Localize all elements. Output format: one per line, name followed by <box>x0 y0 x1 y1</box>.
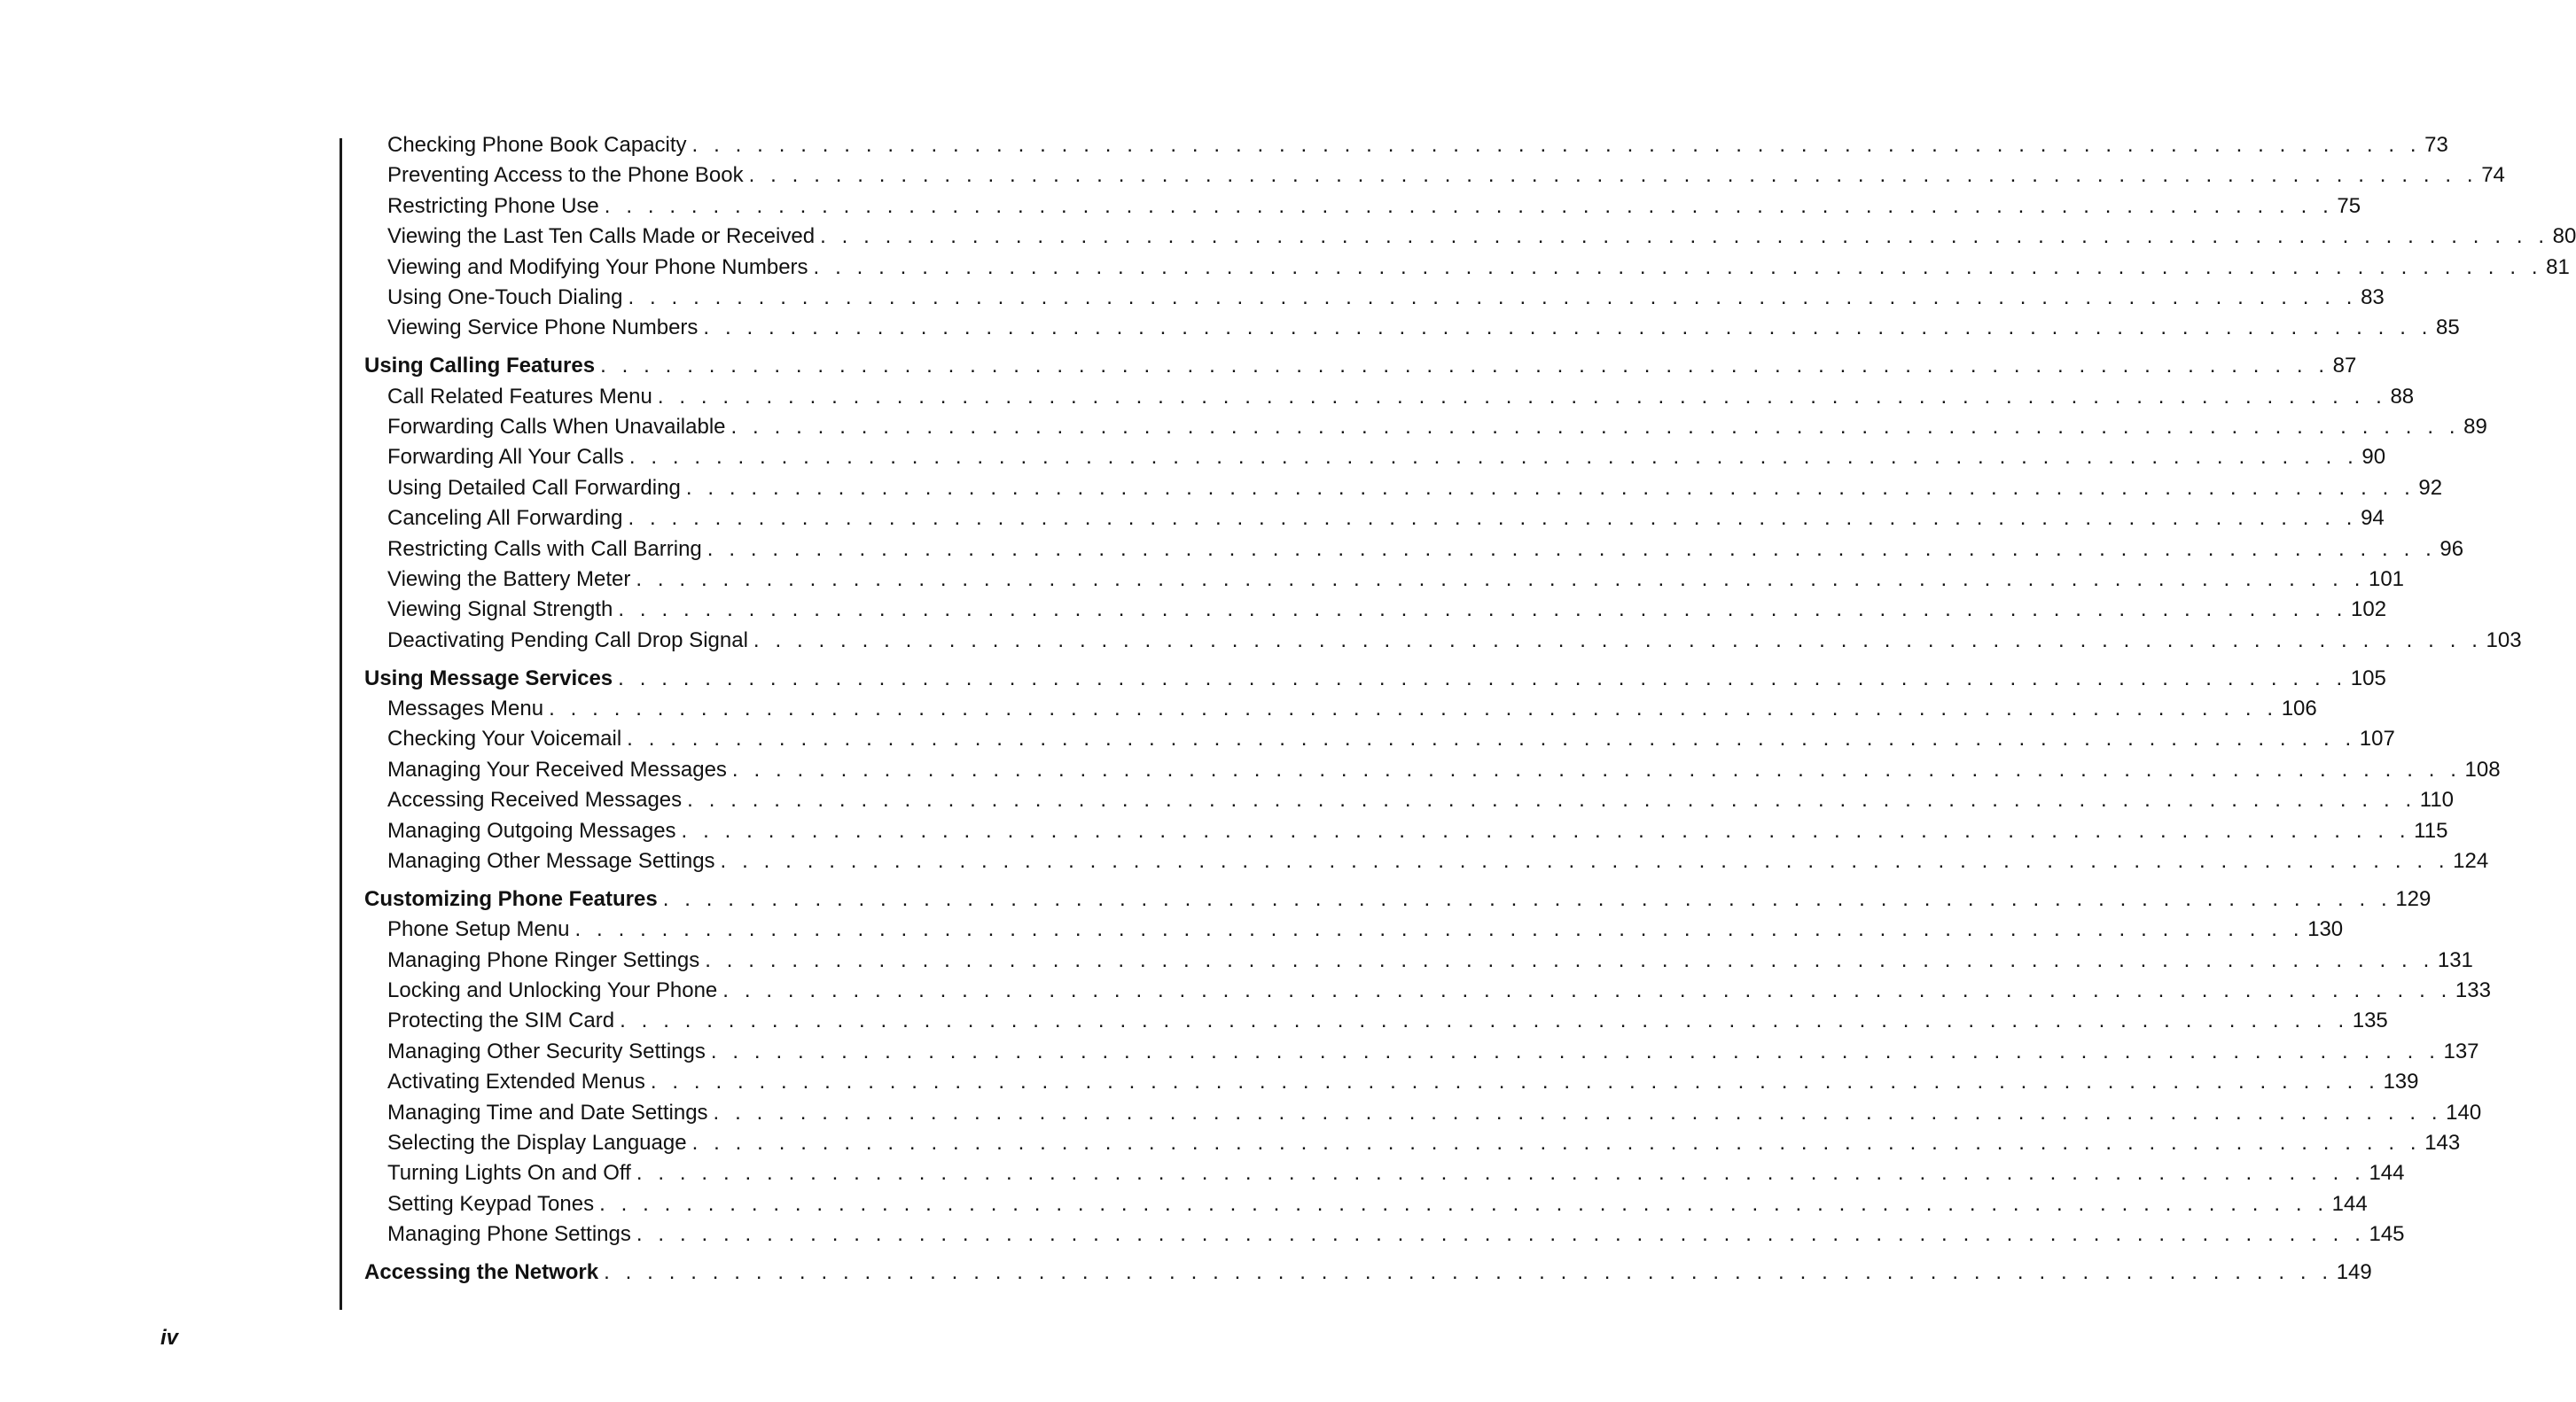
toc-page-number: 106 <box>2281 697 2317 721</box>
toc-page-number: 96 <box>2439 536 2464 561</box>
toc-entry-title: Turning Lights On and Off <box>387 1161 631 1186</box>
toc-page-number: 140 <box>2446 1100 2482 1125</box>
dot-leader: . . . . . . . . . . . . . . . . . . . . . . . . . . . . . . . . . . . . . . . . . . . . . . . . . . . . . . . . . . . . . . . . . . . . . . . . . . . . . . . . <box>604 1260 2333 1285</box>
toc-page-number: 131 <box>2437 947 2473 972</box>
toc-entry-title: Using One-Touch Dialing <box>387 284 623 309</box>
toc-page-number: 89 <box>2463 415 2487 440</box>
toc-page-number: 75 <box>2337 193 2361 218</box>
toc-page-number: 143 <box>2424 1131 2461 1155</box>
dot-leader: . . . . . . . . . . . . . . . . . . . . . . . . . . . . . . . . . . . . . . . . . . . . . . . . . . . . . . . . . . . . . . . . . . . . . . . . . . . . . . . . <box>820 224 2549 249</box>
toc-entry[interactable] <box>364 1037 2479 1067</box>
toc-entry[interactable] <box>364 1189 2368 1219</box>
toc-page-number: 139 <box>2383 1070 2419 1094</box>
table-of-contents <box>364 130 2576 1288</box>
dot-leader: . . . . . . . . . . . . . . . . . . . . . . . . . . . . . . . . . . . . . . . . . . . . . . . . . . . . . . . . . . . . . . . . . . . . . . . . . . . . . . . . <box>730 415 2461 440</box>
dot-leader: . . . . . . . . . . . . . . . . . . . . . . . . . . . . . . . . . . . . . . . . . . . . . . . . . . . . . . . . . . . . . . . . . . . . . . . . . . . . . . . . <box>691 133 2422 157</box>
toc-entry-title: Managing Phone Settings <box>387 1222 631 1247</box>
dot-leader: . . . . . . . . . . . . . . . . . . . . . . . . . . . . . . . . . . . . . . . . . . . . . . . . . . . . . . . . . . . . . . . . . . . . . . . . . . . . . . . . <box>706 536 2437 561</box>
toc-entry[interactable] <box>364 1219 2405 1250</box>
toc-entry-title: Using Message Services <box>364 666 613 690</box>
toc-entry-title: Managing Other Message Settings <box>387 848 715 873</box>
toc-page-number: 90 <box>2361 445 2386 470</box>
toc-entry[interactable] <box>364 473 2443 503</box>
toc-page-number: 101 <box>2368 566 2405 591</box>
toc-entry[interactable] <box>364 222 2576 252</box>
toc-page-number: 88 <box>2390 384 2415 409</box>
toc-entry-title: Using Detailed Call Forwarding <box>387 475 681 500</box>
dot-leader: . . . . . . . . . . . . . . . . . . . . . . . . . . . . . . . . . . . . . . . . . . . . . . . . . . . . . . . . . . . . . . . . . . . . . . . . . . . . . . . . <box>574 917 2305 942</box>
toc-page-number: 137 <box>2443 1039 2479 1063</box>
toc-page-number: 135 <box>2352 1009 2388 1033</box>
toc-entry[interactable] <box>364 160 2505 191</box>
toc-page-number: 108 <box>2464 757 2501 782</box>
toc-entry[interactable] <box>364 313 2460 343</box>
dot-leader: . . . . . . . . . . . . . . . . . . . . . . . . . . . . . . . . . . . . . . . . . . . . . . . . . . . . . . . . . . . . . . . . . . . . . . . . . . . . . . . . <box>636 566 2365 591</box>
dot-leader: . . . . . . . . . . . . . . . . . . . . . . . . . . . . . . . . . . . . . . . . . . . . . . . . . . . . . . . . . . . . . . . . . . . . . . . . . . . . . . . . <box>549 697 2278 721</box>
toc-entry[interactable] <box>364 283 2385 313</box>
dot-leader: . . . . . . . . . . . . . . . . . . . . . . . . . . . . . . . . . . . . . . . . . . . . . . . . . . . . . . . . . . . . . . . . . . . . . . . . . . . . . . . . <box>662 886 2393 911</box>
toc-entry[interactable] <box>364 1098 2482 1128</box>
toc-page-number: 103 <box>2486 627 2522 652</box>
toc-page-number: 94 <box>2361 506 2385 531</box>
toc-entry-title: Restricting Phone Use <box>387 193 599 218</box>
toc-entry-title: Activating Extended Menus <box>387 1070 645 1094</box>
toc-entry-title: Accessing the Network <box>364 1260 599 1285</box>
dot-leader: . . . . . . . . . . . . . . . . . . . . . . . . . . . . . . . . . . . . . . . . . . . . . . . . . . . . . . . . . . . . . . . . . . . . . . . . . . . . . . . . <box>650 1070 2380 1094</box>
toc-page-number: 102 <box>2351 597 2387 622</box>
dot-leader: . . . . . . . . . . . . . . . . . . . . . . . . . . . . . . . . . . . . . . . . . . . . . . . . . . . . . . . . . . . . . . . . . . . . . . . . . . . . . . . . <box>731 757 2462 782</box>
toc-entry-title: Locking and Unlocking Your Phone <box>387 978 718 1003</box>
toc-section-heading[interactable] <box>364 1258 2372 1288</box>
dot-leader: . . . . . . . . . . . . . . . . . . . . . . . . . . . . . . . . . . . . . . . . . . . . . . . . . . . . . . . . . . . . . . . . . . . . . . . . . . . . . . . . <box>722 978 2452 1003</box>
dot-leader: . . . . . . . . . . . . . . . . . . . . . . . . . . . . . . . . . . . . . . . . . . . . . . . . . . . . . . . . . . . . . . . . . . . . . . . . . . . . . . . . <box>657 384 2387 409</box>
dot-leader: . . . . . . . . . . . . . . . . . . . . . . . . . . . . . . . . . . . . . . . . . . . . . . . . . . . . . . . . . . . . . . . . . . . . . . . . . . . . . . . . <box>628 506 2358 531</box>
toc-entry-title: Selecting the Display Language <box>387 1131 687 1155</box>
dot-leader: . . . . . . . . . . . . . . . . . . . . . . . . . . . . . . . . . . . . . . . . . . . . . . . . . . . . . . . . . . . . . . . . . . . . . . . . . . . . . . . . <box>691 1131 2422 1155</box>
dot-leader: . . . . . . . . . . . . . . . . . . . . . . . . . . . . . . . . . . . . . . . . . . . . . . . . . . . . . . . . . . . . . . . . . . . . . . . . . . . . . . . . <box>705 947 2434 972</box>
dot-leader: . . . . . . . . . . . . . . . . . . . . . . . . . . . . . . . . . . . . . . . . . . . . . . . . . . . . . . . . . . . . . . . . . . . . . . . . . . . . . . . . <box>710 1039 2440 1063</box>
toc-entry[interactable] <box>364 846 2489 876</box>
toc-page-number: 74 <box>2481 163 2505 188</box>
toc-entry-title: Checking Your Voicemail <box>387 727 622 752</box>
toc-section-heading[interactable] <box>364 351 2357 381</box>
toc-page-number: 115 <box>2414 818 2448 843</box>
toc-entry[interactable] <box>364 565 2405 595</box>
toc-entry[interactable] <box>364 1158 2405 1188</box>
toc-entry[interactable] <box>364 1006 2388 1036</box>
toc-entry-title: Checking Phone Book Capacity <box>387 133 687 157</box>
toc-entry[interactable] <box>364 442 2386 472</box>
margin-rule <box>340 138 342 1310</box>
toc-entry[interactable] <box>364 503 2385 534</box>
toc-entry[interactable] <box>364 191 2361 222</box>
toc-entry-title: Restricting Calls with Call Barring <box>387 536 702 561</box>
toc-entry-title: Managing Other Security Settings <box>387 1039 706 1063</box>
dot-leader: . . . . . . . . . . . . . . . . . . . . . . . . . . . . . . . . . . . . . . . . . . . . . . . . . . . . . . . . . . . . . . . . . . . . . . . . . . . . . . . . <box>628 445 2359 470</box>
dot-leader: . . . . . . . . . . . . . . . . . . . . . . . . . . . . . . . . . . . . . . . . . . . . . . . . . . . . . . . . . . . . . . . . . . . . . . . . . . . . . . . . <box>685 475 2416 500</box>
dot-leader: . . . . . . . . . . . . . . . . . . . . . . . . . . . . . . . . . . . . . . . . . . . . . . . . . . . . . . . . . . . . . . . . . . . . . . . . . . . . . . . . <box>618 666 2347 690</box>
dot-leader: . . . . . . . . . . . . . . . . . . . . . . . . . . . . . . . . . . . . . . . . . . . . . . . . . . . . . . . . . . . . . . . . . . . . . . . . . . . . . . . . <box>627 727 2356 752</box>
toc-page-number: 85 <box>2436 315 2460 340</box>
toc-entry[interactable] <box>364 755 2501 785</box>
toc-entry-title: Phone Setup Menu <box>387 917 570 942</box>
toc-entry[interactable] <box>364 946 2473 976</box>
toc-entry[interactable] <box>364 915 2344 945</box>
toc-entry[interactable] <box>364 816 2448 846</box>
dot-leader: . . . . . . . . . . . . . . . . . . . . . . . . . . . . . . . . . . . . . . . . . . . . . . . . . . . . . . . . . . . . . . . . . . . . . . . . . . . . . . . . <box>636 1222 2366 1247</box>
toc-page-number: 105 <box>2350 666 2386 690</box>
toc-page-number: 130 <box>2307 917 2344 942</box>
toc-entry[interactable] <box>364 976 2491 1006</box>
dot-leader: . . . . . . . . . . . . . . . . . . . . . . . . . . . . . . . . . . . . . . . . . . . . . . . . . . . . . . . . . . . . . . . . . . . . . . . . . . . . . . . . <box>813 254 2543 279</box>
toc-entry-title: Managing Phone Ringer Settings <box>387 947 700 972</box>
toc-entry-title: Viewing the Battery Meter <box>387 566 631 591</box>
toc-entry[interactable] <box>364 253 2570 283</box>
toc-entry-title: Canceling All Forwarding <box>387 506 623 531</box>
toc-entry-title: Protecting the SIM Card <box>387 1009 615 1033</box>
toc-entry[interactable] <box>364 130 2448 160</box>
toc-entry-title: Accessing Received Messages <box>387 788 683 813</box>
toc-entry-title: Messages Menu <box>387 697 544 721</box>
toc-entry[interactable] <box>364 1128 2461 1158</box>
dot-leader: . . . . . . . . . . . . . . . . . . . . . . . . . . . . . . . . . . . . . . . . . . . . . . . . . . . . . . . . . . . . . . . . . . . . . . . . . . . . . . . . <box>753 627 2483 652</box>
toc-entry-title: Customizing Phone Features <box>364 886 658 911</box>
page-number-folio: iv <box>160 1326 179 1350</box>
toc-entry[interactable] <box>364 724 2395 754</box>
toc-entry-title: Viewing the Last Ten Calls Made or Received <box>387 224 816 249</box>
toc-page-number: 80 <box>2552 224 2576 249</box>
toc-entry[interactable] <box>364 694 2317 724</box>
dot-leader: . . . . . . . . . . . . . . . . . . . . . . . . . . . . . . . . . . . . . . . . . . . . . . . . . . . . . . . . . . . . . . . . . . . . . . . . . . . . . . . . <box>681 818 2411 843</box>
dot-leader: . . . . . . . . . . . . . . . . . . . . . . . . . . . . . . . . . . . . . . . . . . . . . . . . . . . . . . . . . . . . . . . . . . . . . . . . . . . . . . . . <box>748 163 2478 188</box>
toc-entry-title: Forwarding Calls When Unavailable <box>387 415 726 440</box>
toc-page-number: 83 <box>2361 284 2385 309</box>
toc-entry-title: Setting Keypad Tones <box>387 1191 595 1216</box>
toc-entry-title: Managing Time and Date Settings <box>387 1100 708 1125</box>
toc-page-number: 110 <box>2419 788 2455 813</box>
toc-entry-title: Using Calling Features <box>364 354 596 378</box>
toc-section-heading[interactable] <box>364 664 2386 694</box>
dot-leader: . . . . . . . . . . . . . . . . . . . . . . . . . . . . . . . . . . . . . . . . . . . . . . . . . . . . . . . . . . . . . . . . . . . . . . . . . . . . . . . . <box>636 1161 2366 1186</box>
dot-leader: . . . . . . . . . . . . . . . . . . . . . . . . . . . . . . . . . . . . . . . . . . . . . . . . . . . . . . . . . . . . . . . . . . . . . . . . . . . . . . . . <box>628 284 2358 309</box>
toc-page-number: 124 <box>2453 848 2489 873</box>
toc-entry[interactable] <box>364 626 2522 656</box>
dot-leader: . . . . . . . . . . . . . . . . . . . . . . . . . . . . . . . . . . . . . . . . . . . . . . . . . . . . . . . . . . . . . . . . . . . . . . . . . . . . . . . . <box>599 1191 2329 1216</box>
toc-page-number: 107 <box>2359 727 2395 752</box>
toc-entry-title: Viewing Service Phone Numbers <box>387 315 699 340</box>
toc-page-number: 87 <box>2332 354 2357 378</box>
toc-page-number: 144 <box>2369 1161 2405 1186</box>
toc-entry[interactable] <box>364 595 2387 625</box>
toc-page-number: 81 <box>2546 254 2570 279</box>
toc-entry-title: Preventing Access to the Phone Book <box>387 163 744 188</box>
toc-entry[interactable] <box>364 382 2415 412</box>
toc-page-number: 145 <box>2369 1222 2405 1247</box>
toc-entry-title: Call Related Features Menu <box>387 384 652 409</box>
dot-leader: . . . . . . . . . . . . . . . . . . . . . . . . . . . . . . . . . . . . . . . . . . . . . . . . . . . . . . . . . . . . . . . . . . . . . . . . . . . . . . . . <box>703 315 2433 340</box>
dot-leader: . . . . . . . . . . . . . . . . . . . . . . . . . . . . . . . . . . . . . . . . . . . . . . . . . . . . . . . . . . . . . . . . . . . . . . . . . . . . . . . . <box>687 788 2416 813</box>
toc-page-number: 144 <box>2331 1191 2368 1216</box>
toc-entry-title: Managing Outgoing Messages <box>387 818 676 843</box>
toc-entry-title: Forwarding All Your Calls <box>387 445 624 470</box>
toc-entry-title: Managing Your Received Messages <box>387 757 727 782</box>
toc-page-number: 149 <box>2336 1260 2372 1285</box>
toc-entry[interactable] <box>364 1067 2419 1097</box>
toc-entry[interactable] <box>364 785 2455 815</box>
toc-entry[interactable] <box>364 412 2487 442</box>
dot-leader: . . . . . . . . . . . . . . . . . . . . . . . . . . . . . . . . . . . . . . . . . . . . . . . . . . . . . . . . . . . . . . . . . . . . . . . . . . . . . . . . <box>600 354 2330 378</box>
toc-entry[interactable] <box>364 534 2464 565</box>
toc-entry-title: Deactivating Pending Call Drop Signal <box>387 627 748 652</box>
dot-leader: . . . . . . . . . . . . . . . . . . . . . . . . . . . . . . . . . . . . . . . . . . . . . . . . . . . . . . . . . . . . . . . . . . . . . . . . . . . . . . . . <box>720 848 2450 873</box>
dot-leader: . . . . . . . . . . . . . . . . . . . . . . . . . . . . . . . . . . . . . . . . . . . . . . . . . . . . . . . . . . . . . . . . . . . . . . . . . . . . . . . . <box>604 193 2334 218</box>
toc-section-heading[interactable] <box>364 884 2432 915</box>
toc-entry-title: Viewing and Modifying Your Phone Numbers <box>387 254 808 279</box>
toc-page-number: 73 <box>2424 133 2448 157</box>
toc-entry-title: Viewing Signal Strength <box>387 597 613 622</box>
dot-leader: . . . . . . . . . . . . . . . . . . . . . . . . . . . . . . . . . . . . . . . . . . . . . . . . . . . . . . . . . . . . . . . . . . . . . . . . . . . . . . . . <box>713 1100 2443 1125</box>
toc-page-number: 92 <box>2418 475 2443 500</box>
toc-page-number: 129 <box>2395 886 2432 911</box>
toc-page-number: 133 <box>2455 978 2491 1003</box>
dot-leader: . . . . . . . . . . . . . . . . . . . . . . . . . . . . . . . . . . . . . . . . . . . . . . . . . . . . . . . . . . . . . . . . . . . . . . . . . . . . . . . . <box>618 597 2347 622</box>
dot-leader: . . . . . . . . . . . . . . . . . . . . . . . . . . . . . . . . . . . . . . . . . . . . . . . . . . . . . . . . . . . . . . . . . . . . . . . . . . . . . . . . <box>620 1009 2349 1033</box>
